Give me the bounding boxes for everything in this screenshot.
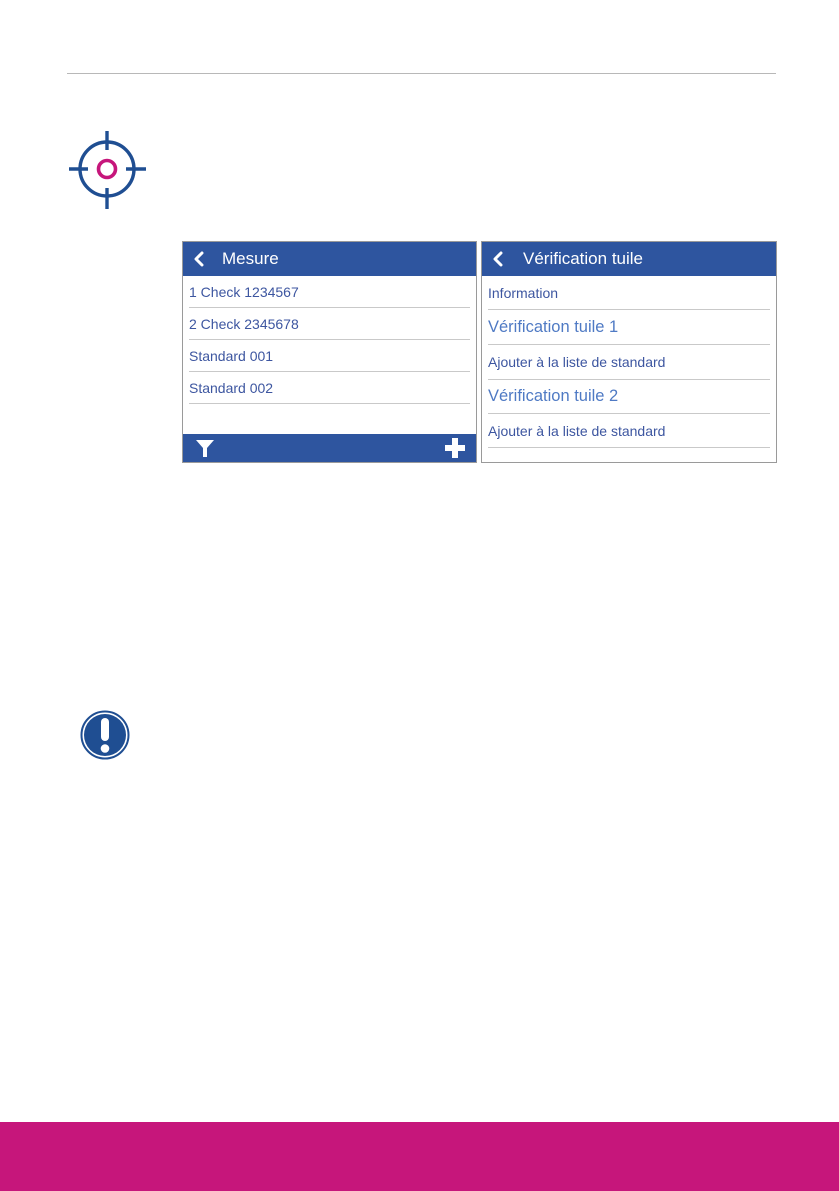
empty-list-item — [189, 404, 470, 435]
measure-screen-title: Mesure — [222, 249, 279, 268]
list-item-add-to-standard[interactable] — [488, 345, 770, 380]
list-item-label: Vérification tuile 2 — [488, 387, 619, 405]
tile-verification-screen — [481, 241, 777, 463]
list-item-label: Standard 002 — [189, 379, 274, 396]
list-item-label: Information — [488, 284, 559, 301]
list-item[interactable] — [189, 308, 470, 340]
list-item-label: Ajouter à la liste de standard — [488, 354, 666, 370]
list-item-label: Vérification tuile 1 — [488, 317, 619, 336]
list-item-tile-1[interactable] — [488, 310, 770, 345]
measure-screen-footer — [183, 434, 476, 462]
list-item-label: 2 Check 2345678 — [189, 315, 299, 332]
crosshair-target-icon — [66, 131, 148, 209]
list-item-tile-2[interactable] — [488, 380, 770, 414]
footer-band — [0, 1122, 839, 1191]
filter-icon[interactable] — [196, 440, 214, 458]
measure-screen — [182, 241, 477, 463]
chevron-left-icon[interactable] — [192, 251, 206, 267]
list-item-label: Ajouter à la liste de standard — [488, 422, 666, 439]
tile-verification-header — [482, 242, 776, 276]
list-item[interactable] — [189, 276, 470, 308]
list-item-label: Standard 001 — [189, 347, 274, 364]
exclamation-alert-icon — [80, 710, 130, 760]
list-item-label: 1 Check 1234567 — [189, 283, 299, 300]
plus-icon[interactable] — [445, 438, 465, 458]
chevron-left-icon[interactable] — [491, 251, 505, 267]
list-item-information[interactable] — [488, 276, 770, 310]
tile-verification-title: Vérification tuile — [523, 249, 644, 268]
top-divider — [67, 73, 776, 74]
list-item-add-to-standard[interactable] — [488, 414, 770, 448]
list-item[interactable] — [189, 372, 470, 404]
measure-screen-header — [183, 242, 476, 276]
list-item[interactable] — [189, 340, 470, 372]
